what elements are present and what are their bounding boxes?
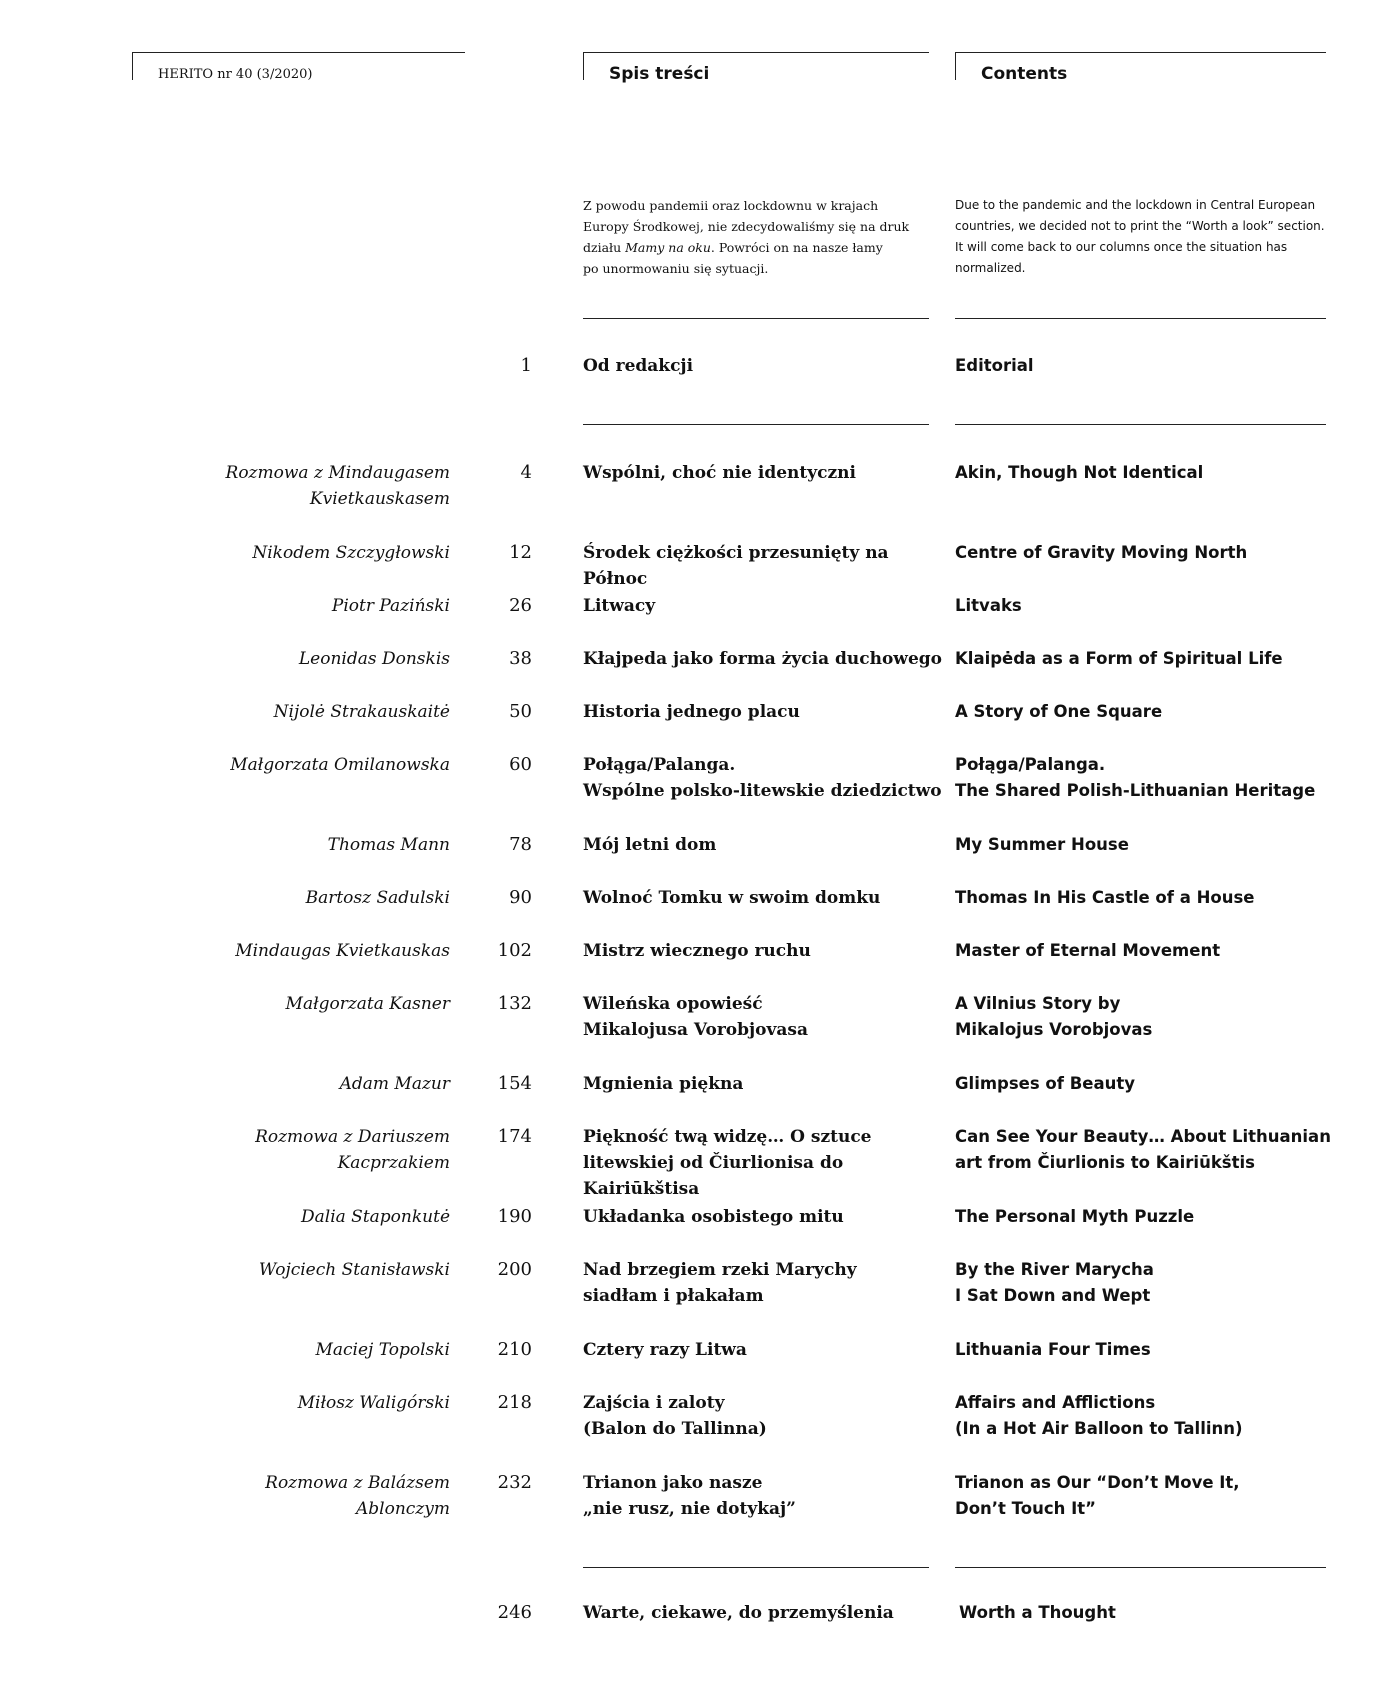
english-contents-header [955,52,1326,84]
english-title: Lithuania Four Times [955,1340,1151,1359]
page-number: 132 [497,993,532,1014]
english-title: Litvaks [955,596,1022,615]
english-title: Glimpses of Beauty [955,1074,1135,1093]
page-number: 4 [520,462,532,483]
page-number: 246 [497,1602,532,1623]
english-title: Trianon as Our “Don’t Move It, Don’t Touch It” [955,1473,1240,1518]
polish-note-text: . Powróci on na nasze łamy [710,240,883,255]
page-number: 218 [497,1392,532,1413]
polish-title: Od redakcji [583,356,694,376]
english-title: Thomas In His Castle of a House [955,888,1255,907]
polish-note-line: Europy Środkowej, nie zdecydowaliśmy się na druk [583,219,910,234]
english-title: Affairs and Afflictions (In a Hot Air Balloon to Tallinn) [955,1393,1243,1438]
polish-title: Trianon jako nasze „nie rusz, nie dotykaj” [583,1473,796,1519]
polish-title: Wspólni, choć nie identyczni [583,463,856,483]
english-title: The Personal Myth Puzzle [955,1207,1195,1226]
polish-title: Kłajpeda jako forma życia duchowego [583,649,942,669]
english-title: Can See Your Beauty… About Lithuanian art from Čiurlionis to Kairiūkštis [955,1127,1331,1172]
author: Wojciech Stanisławski [258,1260,450,1280]
divider [583,1567,929,1568]
english-title: Editorial [955,356,1034,375]
polish-title: Wolnoć Tomku w swoim domku [583,888,881,908]
polish-title: Nad brzegiem rzeki Marychy siadłam i płakałam [583,1260,857,1306]
author: Dalia Staponkutė [301,1207,450,1227]
page-number: 1 [520,355,532,376]
polish-title: Piękność twą widzę… O sztuce litewskiej od Čiurlionisa do Kairiūkštisa [583,1127,872,1199]
author: Bartosz Sadulski [305,888,450,908]
author: Małgorzata Omilanowska [230,755,450,775]
author: Thomas Mann [327,835,450,855]
author: Miłosz Waligórski [297,1393,450,1413]
english-title: By the River Marycha I Sat Down and Wept [955,1260,1154,1305]
page-number: 154 [497,1073,532,1094]
english-title: Klaipėda as a Form of Spiritual Life [955,649,1283,668]
author: Rozmowa z Balázsem Ablonczym [265,1473,450,1519]
english-note-line: normalized. [955,261,1026,275]
english-title: Centre of Gravity Moving North [955,543,1248,562]
author: Leonidas Donskis [298,649,450,669]
polish-contents-title: Spis treści [609,64,710,84]
page-number: 190 [497,1206,532,1227]
page-number: 200 [497,1259,532,1280]
divider [955,318,1326,319]
author: Piotr Paziński [331,596,450,616]
magazine-issue-header [132,52,465,80]
author: Adam Mazur [339,1074,450,1094]
polish-contents-header [583,52,929,84]
english-note-line: It will come back to our columns once the situation has [955,240,1288,254]
author: Mindaugas Kvietkauskas [235,941,450,961]
english-title: Worth a Thought [959,1603,1116,1622]
english-title: Połąga/Palanga. The Shared Polish-Lithuanian Heritage [955,755,1316,800]
page-number: 102 [497,940,532,961]
author: Maciej Topolski [315,1340,450,1360]
english-title: A Story of One Square [955,702,1163,721]
page-number: 38 [509,648,532,669]
polish-title: Historia jednego placu [583,702,800,722]
english-title: Master of Eternal Movement [955,941,1221,960]
divider [583,424,929,425]
page-number: 90 [509,887,532,908]
page-number: 50 [509,701,532,722]
author: Małgorzata Kasner [285,994,450,1014]
polish-note-line [583,237,918,258]
page-number: 60 [509,754,532,775]
english-note-line: countries, we decided not to print the “Worth a look” section. [955,219,1325,233]
page-number: 232 [497,1472,532,1493]
page-number: 12 [509,542,532,563]
polish-title: Mistrz wiecznego ruchu [583,941,811,961]
divider [955,424,1326,425]
english-title: A Vilnius Story by Mikalojus Vorobjovas [955,994,1153,1039]
english-contents-title: Contents [981,64,1068,84]
polish-note-section-name: Mamy na oku [625,240,711,255]
page-number: 174 [497,1126,532,1147]
polish-title: Warte, ciekawe, do przemyślenia [583,1603,894,1623]
page-number: 26 [509,595,532,616]
polish-title: Układanka osobistego mitu [583,1207,844,1227]
polish-title: Litwacy [583,596,656,616]
page-number: 210 [497,1339,532,1360]
english-title: Akin, Though Not Identical [955,463,1204,482]
polish-title: Połąga/Palanga. Wspólne polsko-litewskie dziedzictwo [583,755,942,801]
polish-title: Cztery razy Litwa [583,1340,747,1360]
polish-title: Mój letni dom [583,835,717,855]
author: Rozmowa z Dariuszem Kacprzakiem [255,1127,450,1173]
polish-title: Wileńska opowieść Mikalojusa Vorobjovasa [583,994,809,1040]
english-note [955,195,1325,279]
polish-note-line: Z powodu pandemii oraz lockdownu w krajach [583,198,879,213]
polish-title: Środek ciężkości przesunięty na Północ [583,543,889,589]
divider [583,318,929,319]
author: Rozmowa z Mindaugasem Kvietkauskasem [225,463,450,509]
polish-title: Zajścia i zaloty (Balon do Tallinna) [583,1393,767,1439]
page-number: 78 [509,834,532,855]
author: Nikodem Szczygłowski [252,543,450,563]
polish-title: Mgnienia piękna [583,1074,744,1094]
polish-note-text: działu [583,240,626,255]
issue-label: HERITO nr 40 (3/2020) [158,67,313,82]
english-note-line: Due to the pandemic and the lockdown in Central European [955,198,1316,212]
polish-note-line: po unormowaniu się sytuacji. [583,261,769,276]
english-title: My Summer House [955,835,1129,854]
author: Nijolė Strakauskaitė [273,702,450,722]
divider [955,1567,1326,1568]
polish-note [583,195,918,279]
